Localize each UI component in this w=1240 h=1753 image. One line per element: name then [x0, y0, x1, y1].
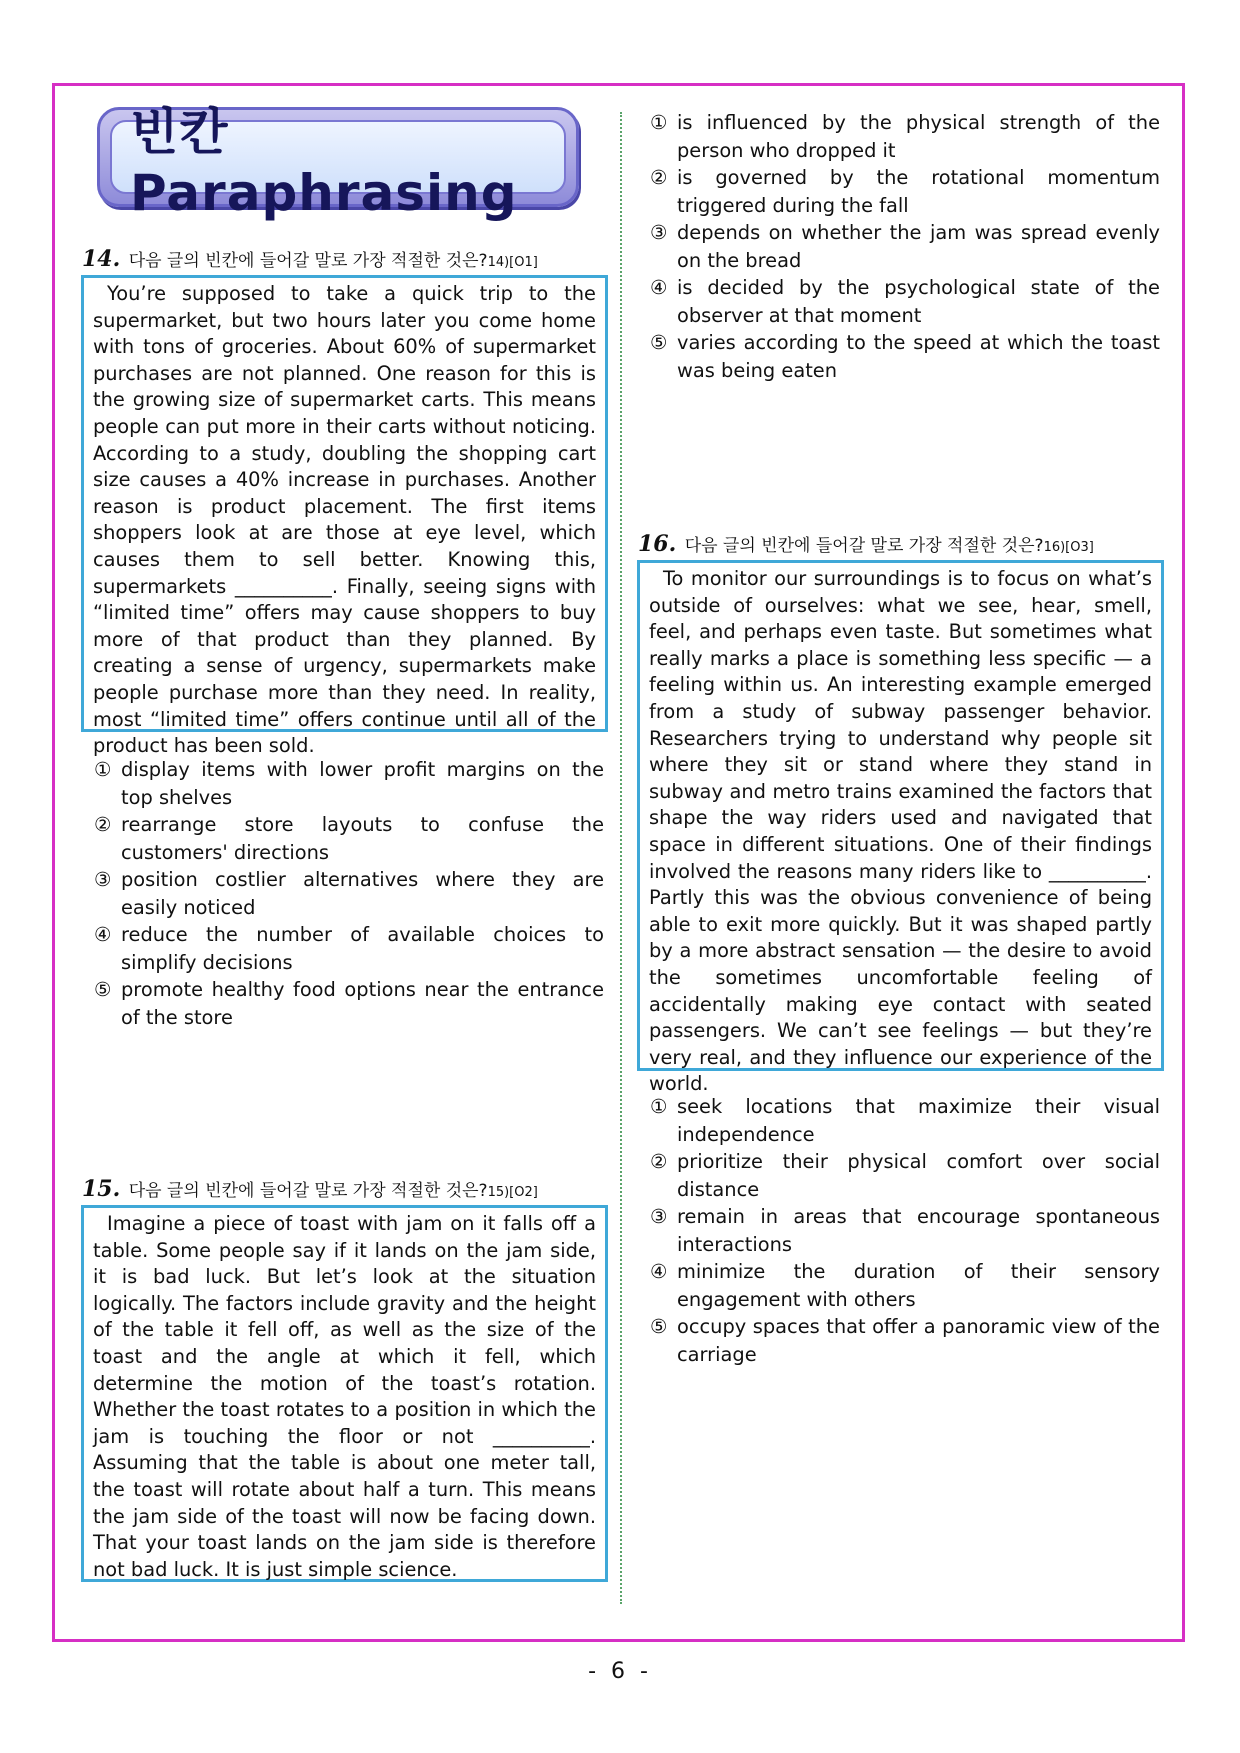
column-divider	[620, 112, 622, 1604]
question-16-passage	[637, 560, 1164, 1096]
choice-1[interactable]: ① display items with lower profit margins on the top shelves	[94, 758, 604, 809]
question-code: 15)[O2]	[487, 1185, 538, 1200]
choice-1[interactable]: ① seek locations that maximize their visual independence	[650, 1095, 1160, 1146]
choice-5[interactable]: ⑤ varies according to the speed at which the toast was being eaten	[650, 331, 1160, 382]
choice-3[interactable]: ③ remain in areas that encourage spontaneous interactions	[650, 1205, 1160, 1256]
question-prompt: 다음 글의 빈칸에 들어갈 말로 가장 적절한 것은?	[128, 251, 488, 271]
title-badge	[97, 103, 579, 222]
question-15-choices	[650, 109, 1160, 384]
question-15-passage	[81, 1205, 608, 1582]
passage-text: To monitor our surroundings is to focus on what’s outside of ourselves: what we see, hear, smell, feel, and perhaps even taste. But sometimes what really marks a place is something less specific — a feeling within us. An interesting example emerged from a study of subway passenger behavior. Researchers trying to understand why people sit where they sit or stand where they stand in subway and metro trains examined the factors that shape the way riders used and navigated that space in different situations. One of their findings involved the reasons many riders like to __________. Partly this was the obvious convenience of being able to exit more quickly. But it was shaped partly by a more abstract sensation — the desire to avoid the sometimes uncomfortable feeling of accidentally making eye contact with seated passengers. We can’t see feelings — but they’re very real, and they influence our experience of the world.	[649, 567, 1152, 1096]
question-code: 14)[O1]	[487, 255, 538, 270]
question-number: 15.	[82, 1176, 121, 1202]
choice-4[interactable]: ④ minimize the duration of their sensory engagement with others	[650, 1260, 1160, 1311]
choice-2[interactable]: ② is governed by the rotational momentum triggered during the fall	[650, 166, 1160, 217]
question-number: 16.	[638, 531, 677, 557]
question-16-header	[638, 531, 1094, 557]
choice-4[interactable]: ④ is decided by the psychological state of the observer at that moment	[650, 276, 1160, 327]
question-code: 16)[O3]	[1043, 540, 1094, 555]
question-14-choices	[94, 756, 604, 1031]
choice-5[interactable]: ⑤ occupy spaces that offer a panoramic view of the carriage	[650, 1315, 1160, 1366]
page-title: 빈칸 Paraphrasing	[110, 120, 566, 194]
choice-3[interactable]: ③ depends on whether the jam was spread evenly on the bread	[650, 221, 1160, 272]
page-number: - 6 -	[588, 1659, 652, 1684]
question-prompt: 다음 글의 빈칸에 들어갈 말로 가장 적절한 것은?	[684, 536, 1044, 556]
question-prompt: 다음 글의 빈칸에 들어갈 말로 가장 적절한 것은?	[128, 1181, 488, 1201]
question-number: 14.	[82, 246, 121, 272]
choice-2[interactable]: ② prioritize their physical comfort over social distance	[650, 1150, 1160, 1201]
passage-text: Imagine a piece of toast with jam on it falls off a table. Some people say if it lands on the jam side, it is bad luck. But let’s look at the situation logically. The factors include gravity and the height of the table it fell off, as well as the size of the toast and the angle at which it fell, which determine the motion of the toast’s rotation. Whether the toast rotates to a position in which the jam is touching the floor or not __________. Assuming that the table is about one meter tall, the toast will rotate about half a turn. This means the jam side of the toast will now be facing down. That your toast lands on the jam side is therefore not bad luck. It is just simple science.	[93, 1212, 596, 1581]
question-15-header	[82, 1176, 538, 1202]
choice-2[interactable]: ② rearrange store layouts to confuse the customers' directions	[94, 813, 604, 864]
question-14-passage	[81, 275, 608, 758]
choice-5[interactable]: ⑤ promote healthy food options near the entrance of the store	[94, 978, 604, 1029]
choice-1[interactable]: ① is influenced by the physical strength of the person who dropped it	[650, 111, 1160, 162]
choice-3[interactable]: ③ position costlier alternatives where they are easily noticed	[94, 868, 604, 919]
question-14-header	[82, 246, 538, 272]
passage-text: You’re supposed to take a quick trip to the supermarket, but two hours later you come home with tons of groceries. About 60% of supermarket purchases are not planned. One reason for this is the growing size of supermarket carts. This means people can put more in their carts without noticing. According to a study, doubling the shopping cart size causes a 40% increase in purchases. Another reason is product placement. The first items shoppers look at are those at eye level, which causes them to sell better. Knowing this, supermarkets __________. Finally, seeing signs with “limited time” offers may cause shoppers to buy more of that product than they planned. By creating a sense of urgency, supermarkets make people purchase more than they need. In reality, most “limited time” offers continue until all of the product has been sold.	[93, 282, 596, 758]
choice-4[interactable]: ④ reduce the number of available choices to simplify decisions	[94, 923, 604, 974]
question-16-choices	[650, 1093, 1160, 1368]
